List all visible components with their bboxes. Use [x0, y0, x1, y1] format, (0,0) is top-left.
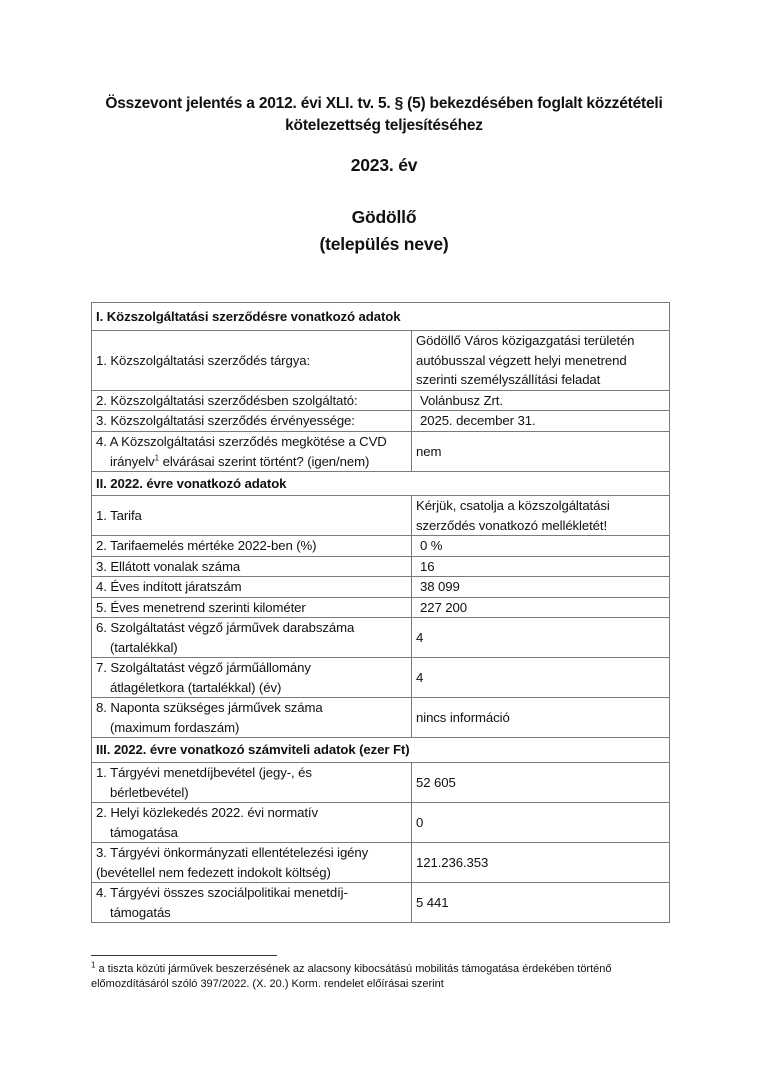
table-row [92, 432, 670, 472]
row-value [412, 577, 670, 598]
row-label: 4. Éves indított járatszám [92, 577, 412, 598]
section-title: II. 2022. évre vonatkozó adatok [92, 472, 670, 496]
row-label-line2: támogatás [110, 904, 171, 920]
row-label-line1: 4. Tárgyévi összes szociálpolitikai menetdíj- [96, 885, 348, 900]
row-label: 1. Tarifa [92, 496, 412, 536]
table-row [92, 411, 670, 432]
row-label-line2a: irányelv [110, 453, 155, 469]
row-value-text: 16 [420, 558, 435, 574]
row-label-line2: (maximum fordaszám) [110, 719, 240, 735]
row-label-line1: 1. Tárgyévi menetdíjbevétel (jegy-, és [96, 765, 312, 780]
document-title: Összevont jelentés a 2012. évi XLI. tv. 5. § (5) bekezdésében foglalt közzétételi kötelezettség teljesítéséhez [105, 95, 663, 134]
row-value-text: Volánbusz Zrt. [420, 392, 503, 408]
section-header-row [92, 738, 670, 763]
row-label-line2: (bevétellel nem fedezett indokolt költség) [96, 864, 331, 880]
table-row [92, 577, 670, 598]
row-value: nincs információ [412, 698, 670, 738]
row-value [412, 536, 670, 557]
row-label: 3. Közszolgáltatási szerződés érvényessége: [92, 411, 412, 432]
footnote-separator [91, 955, 277, 956]
table-row [92, 658, 670, 698]
table-row [92, 597, 670, 618]
section-header-row [92, 303, 670, 331]
table-row [92, 803, 670, 843]
row-label-line1: 2. Helyi közlekedés 2022. évi normatív [96, 805, 318, 820]
city-name-caption: (település neve) [319, 234, 449, 254]
row-label-line1: 8. Naponta szükséges járművek száma [96, 700, 323, 715]
row-label [92, 698, 412, 738]
row-label: 2. Közszolgáltatási szerződésben szolgáltató: [92, 390, 412, 411]
row-value: Gödöllő Város közigazgatási területén autóbusszal végzett helyi menetrend szerinti személyszállítási feladat [412, 331, 670, 391]
row-label-line1: 7. Szolgáltatást végző járműállomány [96, 660, 311, 675]
row-value [412, 390, 670, 411]
row-value [412, 411, 670, 432]
row-value [412, 556, 670, 577]
report-year: 2023. év [350, 155, 418, 175]
row-value [412, 597, 670, 618]
table-row [92, 556, 670, 577]
row-value: 52 605 [412, 763, 670, 803]
row-label-line2: átlagéletkora (tartalékkal) (év) [110, 679, 282, 695]
row-value: 0 [412, 803, 670, 843]
table-row [92, 390, 670, 411]
table-row [92, 883, 670, 923]
footnote-ref[interactable]: 1 [154, 453, 160, 463]
row-value: 4 [412, 658, 670, 698]
footnote [91, 962, 691, 992]
table-row [92, 536, 670, 557]
row-label-line2: bérletbevétel) [110, 784, 189, 800]
row-value: Kérjük, csatolja a közszolgáltatási szerződés vonatkozó mellékletét! [412, 496, 670, 536]
section-header-row [92, 472, 670, 496]
report-table [91, 302, 670, 923]
row-label [92, 883, 412, 923]
table-row [92, 763, 670, 803]
row-label-line2: (tartalékkal) [110, 639, 178, 655]
row-label-line1: 6. Szolgáltatást végző járművek darabszáma [96, 620, 355, 635]
table-row [92, 698, 670, 738]
table-row [92, 331, 670, 391]
row-value: 4 [412, 618, 670, 658]
row-label-line2: támogatása [110, 824, 178, 840]
row-label [92, 763, 412, 803]
row-value: 5 441 [412, 883, 670, 923]
row-label [92, 618, 412, 658]
row-label-line1: 3. Tárgyévi önkormányzati ellentételezési igény [96, 845, 369, 860]
row-label [92, 432, 412, 472]
table-row [92, 496, 670, 536]
footnote-marker: 1 [91, 960, 96, 970]
section-title: I. Közszolgáltatási szerződésre vonatkozó adatok [92, 303, 670, 331]
row-value: 121.236.353 [412, 843, 670, 883]
row-value-text: 2025. december 31. [420, 413, 536, 429]
row-value-text: 227 200 [420, 599, 467, 615]
row-value-text: 38 099 [420, 579, 460, 594]
row-label: 5. Éves menetrend szerinti kilométer [92, 597, 412, 618]
footnote-text: a tiszta közúti járművek beszerzésének az alacsony kibocsátású mobilitás támogatása érdekében történő előmozdításáról szóló 397/2022. (X. 20.) Korm. rendelet előírásai szerint [91, 963, 612, 990]
row-value-text: 0 % [420, 538, 443, 553]
row-label-line2b: elvárásai szerint történt? (igen/nem) [159, 453, 370, 469]
row-label [92, 803, 412, 843]
table-row [92, 618, 670, 658]
row-label: 1. Közszolgáltatási szerződés tárgya: [92, 331, 412, 391]
row-label: 3. Ellátott vonalak száma [92, 556, 412, 577]
section-title: III. 2022. évre vonatkozó számviteli adatok (ezer Ft) [92, 738, 670, 763]
row-label: 2. Tarifaemelés mértéke 2022-ben (%) [92, 536, 412, 557]
city-name: Gödöllő [351, 207, 417, 227]
table-row [92, 843, 670, 883]
row-value: nem [412, 432, 670, 472]
row-label-line2 [96, 452, 407, 472]
row-label-line1: 4. A Közszolgáltatási szerződés megkötése a CVD [96, 434, 387, 449]
row-label [92, 843, 412, 883]
row-label [92, 658, 412, 698]
